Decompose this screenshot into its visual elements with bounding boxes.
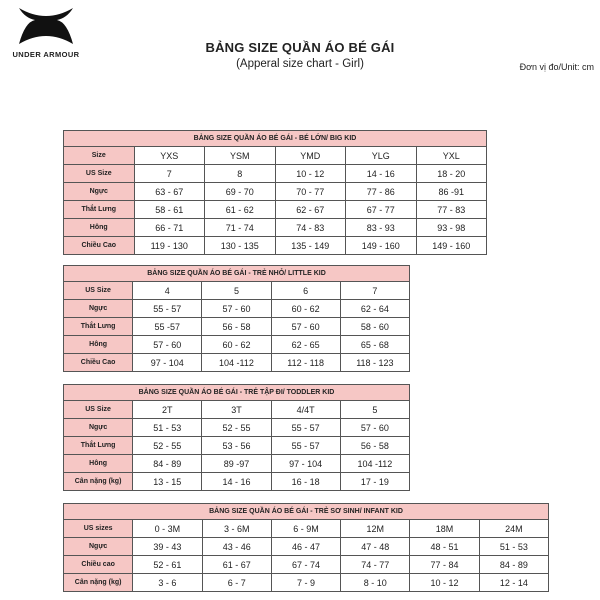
- value-cell: 57 - 60: [271, 318, 340, 336]
- row-label: Chiều Cao: [64, 237, 135, 255]
- size-table-toddler-kid: [63, 384, 410, 491]
- value-cell: 7 - 9: [271, 574, 340, 592]
- value-cell: 10 - 12: [275, 165, 346, 183]
- table-row: [64, 318, 410, 336]
- value-cell: 13 - 15: [133, 473, 202, 491]
- row-label: Hông: [64, 336, 133, 354]
- value-cell: 74 - 83: [275, 219, 346, 237]
- value-cell: 119 - 130: [134, 237, 205, 255]
- row-label: Ngực: [64, 538, 133, 556]
- size-cell: YMD: [275, 147, 346, 165]
- value-cell: 93 - 98: [416, 219, 487, 237]
- size-cell: 4/4T: [271, 401, 340, 419]
- table-row: [64, 237, 487, 255]
- size-cell: 18M: [410, 520, 479, 538]
- column-label: Size: [64, 147, 135, 165]
- row-label: Thắt Lưng: [64, 201, 135, 219]
- value-cell: 84 - 89: [479, 556, 548, 574]
- table-row: [64, 219, 487, 237]
- value-cell: 77 - 83: [416, 201, 487, 219]
- value-cell: 53 - 56: [202, 437, 271, 455]
- value-cell: 17 - 19: [340, 473, 409, 491]
- table-title: BẢNG SIZE QUẦN ÁO BÉ GÁI - TRẺ NHỎ/ LITTLE KID: [64, 266, 410, 282]
- row-label: Ngực: [64, 419, 133, 437]
- value-cell: 57 - 60: [202, 300, 271, 318]
- size-cell: YLG: [346, 147, 417, 165]
- value-cell: 58 - 61: [134, 201, 205, 219]
- size-cell: YXL: [416, 147, 487, 165]
- size-table-big-kid: [63, 130, 487, 255]
- column-label: US Size: [64, 282, 133, 300]
- value-cell: 48 - 51: [410, 538, 479, 556]
- table-row: [64, 574, 549, 592]
- row-label: Chiều cao: [64, 556, 133, 574]
- size-cell: 7: [340, 282, 409, 300]
- row-label: Ngực: [64, 300, 133, 318]
- table-row: [64, 556, 549, 574]
- value-cell: 46 - 47: [271, 538, 340, 556]
- row-label: Hông: [64, 219, 135, 237]
- size-cell: YXS: [134, 147, 205, 165]
- value-cell: 71 - 74: [205, 219, 276, 237]
- unit-note: Đơn vị đo/Unit: cm: [519, 62, 594, 72]
- table-row: [64, 165, 487, 183]
- value-cell: 8 - 10: [341, 574, 410, 592]
- value-cell: 74 - 77: [341, 556, 410, 574]
- value-cell: 69 - 70: [205, 183, 276, 201]
- size-cell: YSM: [205, 147, 276, 165]
- value-cell: 47 - 48: [341, 538, 410, 556]
- value-cell: 62 - 65: [271, 336, 340, 354]
- value-cell: 77 - 86: [346, 183, 417, 201]
- value-cell: 104 -112: [340, 455, 409, 473]
- size-cell: 3 - 6M: [202, 520, 271, 538]
- value-cell: 51 - 53: [479, 538, 548, 556]
- value-cell: 18 - 20: [416, 165, 487, 183]
- page-subtitle: (Apperal size chart - Girl): [236, 58, 364, 70]
- value-cell: 56 - 58: [202, 318, 271, 336]
- value-cell: 130 - 135: [205, 237, 276, 255]
- value-cell: 70 - 77: [275, 183, 346, 201]
- table-row: [64, 538, 549, 556]
- value-cell: 149 - 160: [346, 237, 417, 255]
- value-cell: 52 - 55: [202, 419, 271, 437]
- size-cell: 2T: [133, 401, 202, 419]
- value-cell: 52 - 61: [133, 556, 202, 574]
- table-row: [64, 354, 410, 372]
- value-cell: 60 - 62: [271, 300, 340, 318]
- value-cell: 77 - 84: [410, 556, 479, 574]
- size-cell: 4: [133, 282, 202, 300]
- size-cell: 6: [271, 282, 340, 300]
- size-cell: 5: [340, 401, 409, 419]
- value-cell: 14 - 16: [346, 165, 417, 183]
- value-cell: 112 - 118: [271, 354, 340, 372]
- value-cell: 67 - 77: [346, 201, 417, 219]
- value-cell: 89 -97: [202, 455, 271, 473]
- value-cell: 16 - 18: [271, 473, 340, 491]
- value-cell: 10 - 12: [410, 574, 479, 592]
- column-label: US Size: [64, 401, 133, 419]
- table-row: [64, 183, 487, 201]
- size-cell: 6 - 9M: [271, 520, 340, 538]
- table-row: [64, 419, 410, 437]
- value-cell: 57 - 60: [340, 419, 409, 437]
- value-cell: 6 - 7: [202, 574, 271, 592]
- value-cell: 149 - 160: [416, 237, 487, 255]
- value-cell: 67 - 74: [271, 556, 340, 574]
- value-cell: 12 - 14: [479, 574, 548, 592]
- row-label: Ngực: [64, 183, 135, 201]
- row-label: Cân nặng (kg): [64, 574, 133, 592]
- value-cell: 60 - 62: [202, 336, 271, 354]
- table-title: BẢNG SIZE QUẦN ÁO BÉ GÁI - TRẺ TẬP ĐI/ TODDLER KID: [64, 385, 410, 401]
- value-cell: 104 -112: [202, 354, 271, 372]
- value-cell: 61 - 62: [205, 201, 276, 219]
- row-label: Thắt Lưng: [64, 318, 133, 336]
- size-cell: 5: [202, 282, 271, 300]
- value-cell: 43 - 46: [202, 538, 271, 556]
- value-cell: 55 - 57: [271, 419, 340, 437]
- value-cell: 84 - 89: [133, 455, 202, 473]
- table-title: BẢNG SIZE QUẦN ÁO BÉ GÁI - TRẺ SƠ SINH/ INFANT KID: [64, 504, 549, 520]
- size-cell: 12M: [341, 520, 410, 538]
- value-cell: 97 - 104: [133, 354, 202, 372]
- brand-name: UNDER ARMOUR: [12, 50, 80, 59]
- value-cell: 62 - 67: [275, 201, 346, 219]
- value-cell: 86 -91: [416, 183, 487, 201]
- size-table-infant-kid: [63, 503, 549, 592]
- column-label: US sizes: [64, 520, 133, 538]
- value-cell: 61 - 67: [202, 556, 271, 574]
- value-cell: 58 - 60: [340, 318, 409, 336]
- value-cell: 52 - 55: [133, 437, 202, 455]
- size-table-little-kid: [63, 265, 410, 372]
- value-cell: 3 - 6: [133, 574, 202, 592]
- value-cell: 97 - 104: [271, 455, 340, 473]
- value-cell: 118 - 123: [340, 354, 409, 372]
- value-cell: 14 - 16: [202, 473, 271, 491]
- value-cell: 135 - 149: [275, 237, 346, 255]
- value-cell: 56 - 58: [340, 437, 409, 455]
- page-title: BẢNG SIZE QUẦN ÁO BÉ GÁI: [205, 40, 395, 55]
- value-cell: 8: [205, 165, 276, 183]
- table-row: [64, 455, 410, 473]
- value-cell: 66 - 71: [134, 219, 205, 237]
- value-cell: 62 - 64: [340, 300, 409, 318]
- table-row: [64, 336, 410, 354]
- value-cell: 55 - 57: [133, 300, 202, 318]
- size-cell: 3T: [202, 401, 271, 419]
- value-cell: 51 - 53: [133, 419, 202, 437]
- row-label: Thắt Lưng: [64, 437, 133, 455]
- value-cell: 63 - 67: [134, 183, 205, 201]
- row-label: Cân nặng (kg): [64, 473, 133, 491]
- row-label: Hông: [64, 455, 133, 473]
- table-row: [64, 201, 487, 219]
- value-cell: 65 - 68: [340, 336, 409, 354]
- value-cell: 57 - 60: [133, 336, 202, 354]
- value-cell: 7: [134, 165, 205, 183]
- table-row: [64, 473, 410, 491]
- size-cell: 0 - 3M: [133, 520, 202, 538]
- table-row: [64, 437, 410, 455]
- value-cell: 83 - 93: [346, 219, 417, 237]
- value-cell: 39 - 43: [133, 538, 202, 556]
- value-cell: 55 -57: [133, 318, 202, 336]
- row-label: US Size: [64, 165, 135, 183]
- size-cell: 24M: [479, 520, 548, 538]
- table-row: [64, 300, 410, 318]
- value-cell: 55 - 57: [271, 437, 340, 455]
- row-label: Chiều Cao: [64, 354, 133, 372]
- table-title: BẢNG SIZE QUẦN ÁO BÉ GÁI - BÉ LỚN/ BIG KID: [64, 131, 487, 147]
